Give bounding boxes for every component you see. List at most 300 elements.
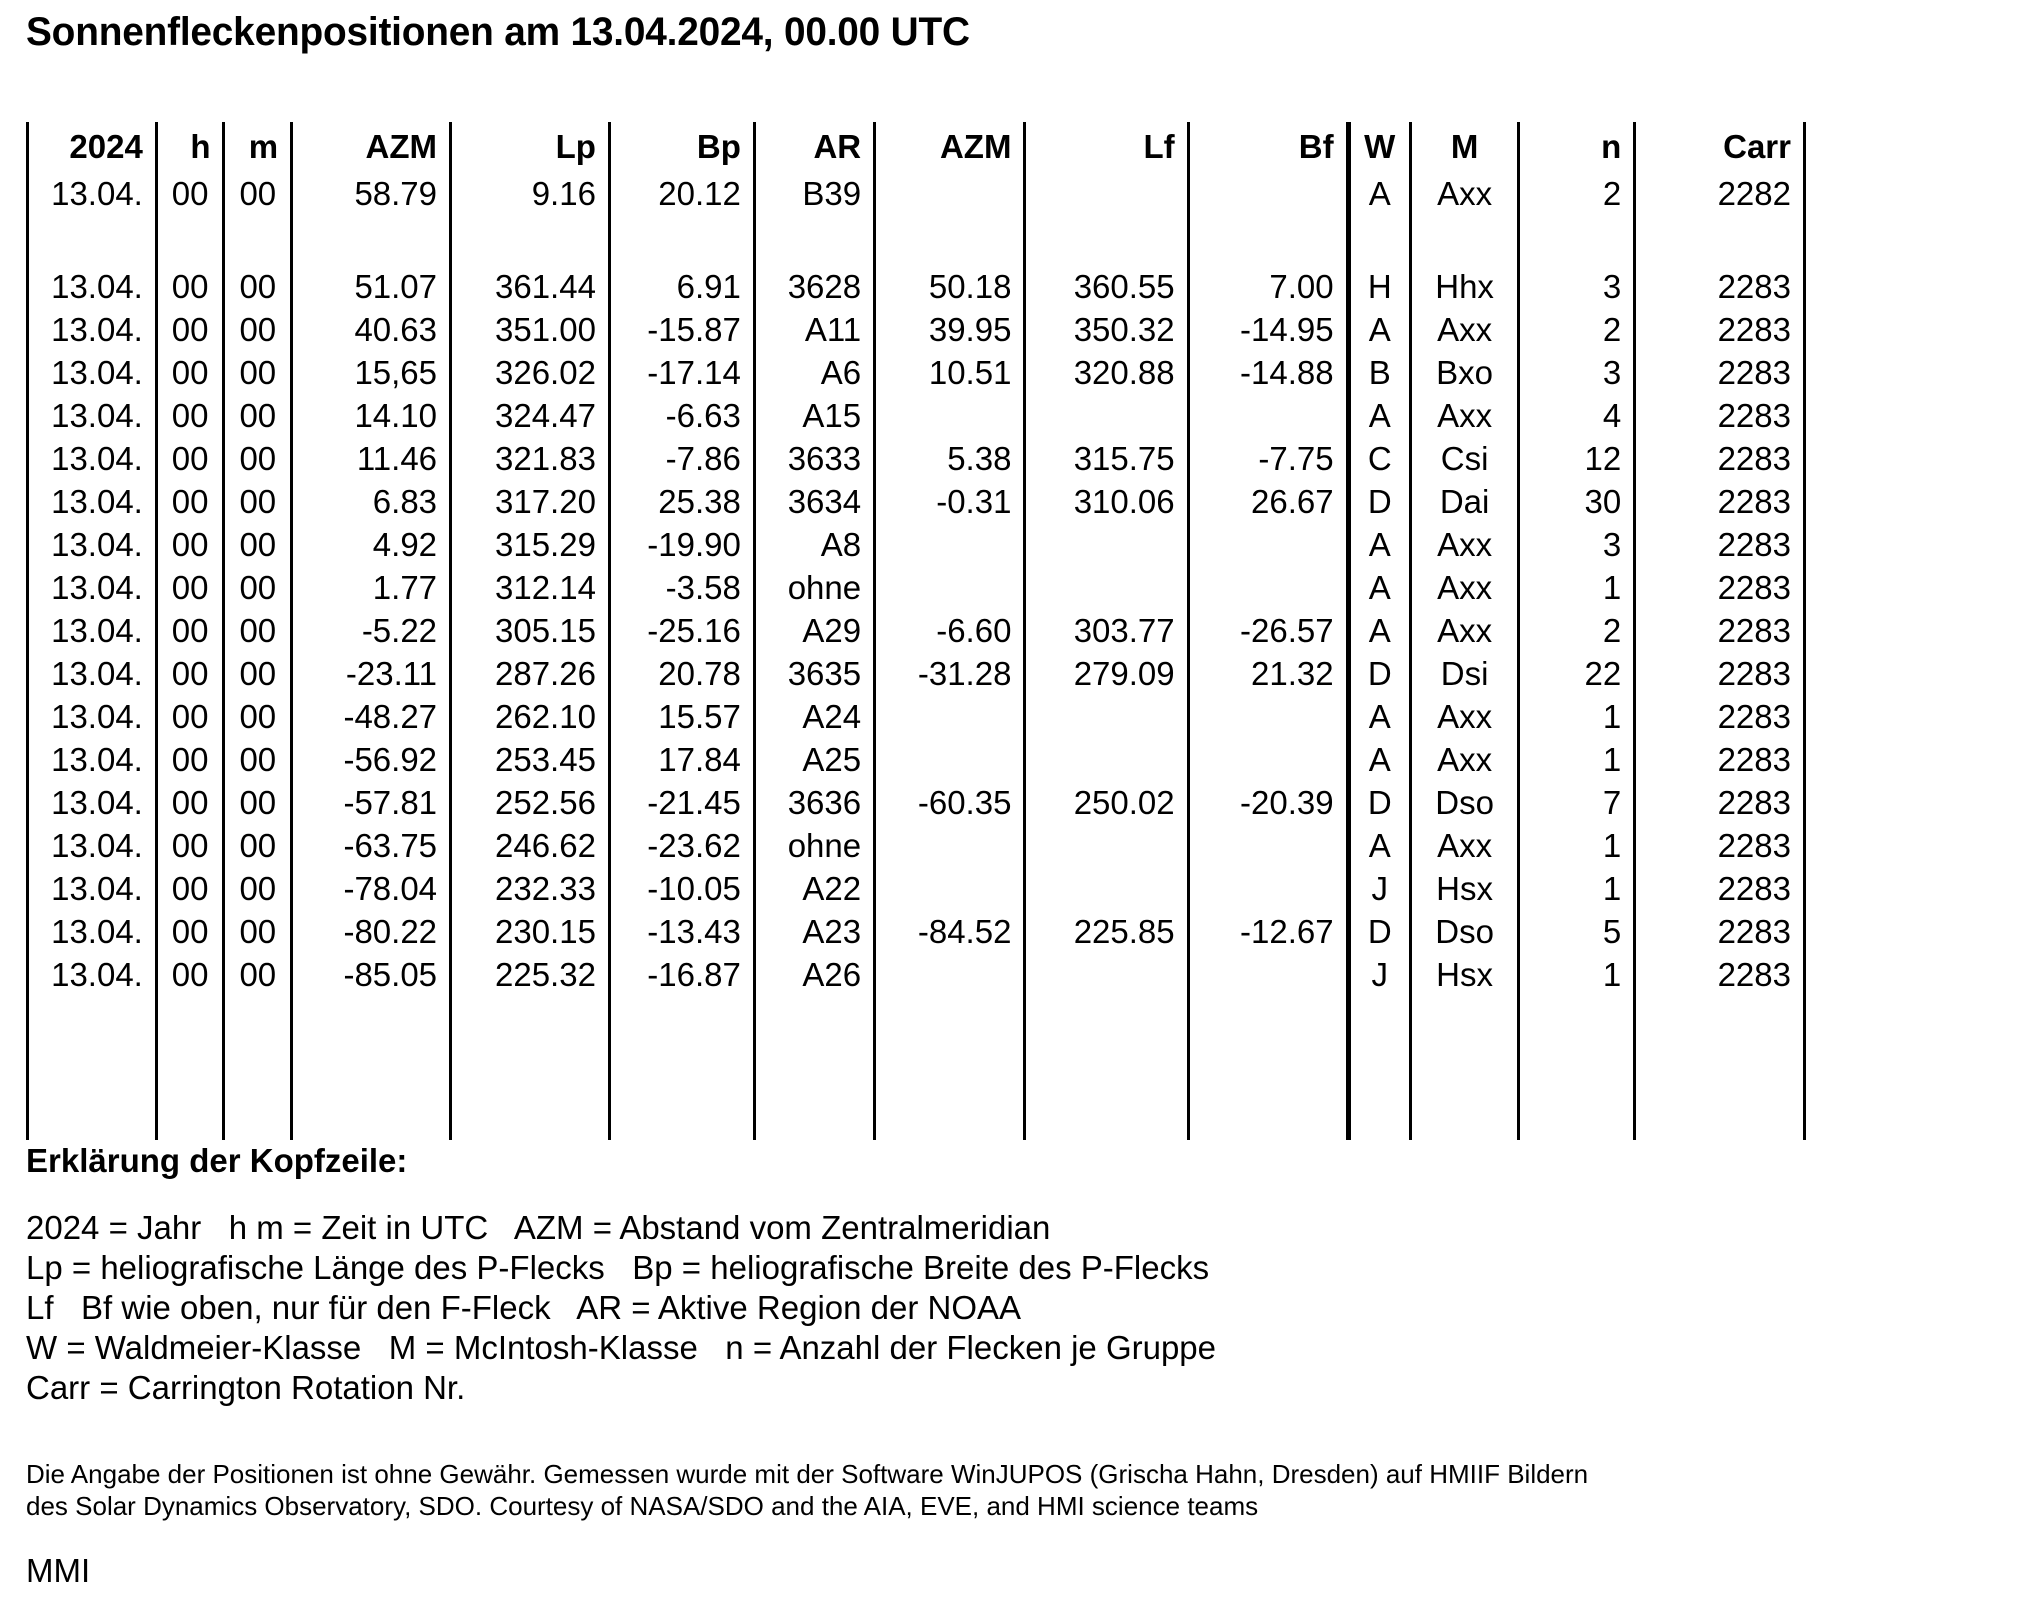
cell-empty (754, 1044, 874, 1092)
cell-empty (156, 215, 224, 265)
cell-bf: -12.67 (1188, 910, 1348, 953)
cell-hour: 00 (156, 738, 224, 781)
cell-date: 13.04. (28, 394, 157, 437)
cell-bf (1188, 523, 1348, 566)
cell-lp: 321.83 (451, 437, 610, 480)
cell-empty (1348, 215, 1410, 265)
cell-ar: A15 (754, 394, 874, 437)
cell-bp: 15.57 (609, 695, 754, 738)
explanation-line: Lp = heliografische Länge des P-Flecks Bp = heliografische Breite des P-Flecks (26, 1249, 1210, 1286)
cell-date: 13.04. (28, 781, 157, 824)
cell-hour: 00 (156, 265, 224, 308)
column-header-bf: Bf (1188, 122, 1348, 172)
column-header-azm-f: AZM (875, 122, 1025, 172)
cell-bf: 26.67 (1188, 480, 1348, 523)
cell-empty (875, 1044, 1025, 1092)
column-header-azm-p: AZM (292, 122, 451, 172)
cell-empty (224, 1092, 292, 1140)
cell-azm-f: 50.18 (875, 265, 1025, 308)
explanation-line: W = Waldmeier-Klasse M = McIntosh-Klasse n = Anzahl der Flecken je Gruppe (26, 1329, 1217, 1366)
cell-n: 1 (1519, 824, 1635, 867)
cell-empty (1410, 215, 1518, 265)
table-row (28, 781, 1805, 824)
cell-bp: 17.84 (609, 738, 754, 781)
cell-lp: 262.10 (451, 695, 610, 738)
cell-minute: 00 (224, 867, 292, 910)
table-header (28, 122, 1805, 172)
cell-date: 13.04. (28, 738, 157, 781)
sunspot-table-container (26, 122, 1806, 1132)
cell-w: A (1348, 566, 1410, 609)
explanation-text (26, 1208, 1216, 1408)
table-spacer-row (28, 215, 1805, 265)
cell-date: 13.04. (28, 609, 157, 652)
cell-n: 1 (1519, 695, 1635, 738)
cell-lf: 350.32 (1025, 308, 1188, 351)
cell-w: J (1348, 867, 1410, 910)
cell-mcintosh: Axx (1410, 308, 1518, 351)
cell-lp: 246.62 (451, 824, 610, 867)
cell-empty (1410, 996, 1518, 1044)
cell-n: 7 (1519, 781, 1635, 824)
cell-azm-p: -56.92 (292, 738, 451, 781)
cell-minute: 00 (224, 910, 292, 953)
cell-lf: 310.06 (1025, 480, 1188, 523)
table-row (28, 566, 1805, 609)
cell-azm-f (875, 172, 1025, 215)
cell-azm-p: 40.63 (292, 308, 451, 351)
cell-minute: 00 (224, 953, 292, 996)
cell-azm-p: 51.07 (292, 265, 451, 308)
cell-azm-p: 58.79 (292, 172, 451, 215)
cell-ar: 3634 (754, 480, 874, 523)
cell-lf: 279.09 (1025, 652, 1188, 695)
cell-hour: 00 (156, 480, 224, 523)
cell-azm-f (875, 523, 1025, 566)
cell-carr: 2283 (1635, 824, 1805, 867)
cell-azm-p: -57.81 (292, 781, 451, 824)
cell-bp: -17.14 (609, 351, 754, 394)
cell-n: 2 (1519, 609, 1635, 652)
cell-w: D (1348, 910, 1410, 953)
cell-empty (451, 1092, 610, 1140)
cell-w: D (1348, 480, 1410, 523)
table-row (28, 394, 1805, 437)
cell-ar: 3635 (754, 652, 874, 695)
cell-empty (1410, 1092, 1518, 1140)
table-row (28, 695, 1805, 738)
cell-minute: 00 (224, 652, 292, 695)
cell-empty (1519, 1092, 1635, 1140)
cell-minute: 00 (224, 394, 292, 437)
cell-lp: 326.02 (451, 351, 610, 394)
cell-azm-p: 14.10 (292, 394, 451, 437)
cell-lf (1025, 738, 1188, 781)
cell-carr: 2283 (1635, 738, 1805, 781)
column-header-lf: Lf (1025, 122, 1188, 172)
cell-date: 13.04. (28, 867, 157, 910)
cell-hour: 00 (156, 308, 224, 351)
cell-empty (609, 1044, 754, 1092)
cell-ar: A22 (754, 867, 874, 910)
cell-empty (224, 1044, 292, 1092)
cell-lf: 225.85 (1025, 910, 1188, 953)
cell-hour: 00 (156, 781, 224, 824)
cell-ar: A23 (754, 910, 874, 953)
cell-carr: 2283 (1635, 437, 1805, 480)
cell-bf (1188, 394, 1348, 437)
cell-empty (754, 996, 874, 1044)
cell-date: 13.04. (28, 351, 157, 394)
cell-bp: -3.58 (609, 566, 754, 609)
cell-date: 13.04. (28, 265, 157, 308)
cell-minute: 00 (224, 308, 292, 351)
cell-azm-f: -0.31 (875, 480, 1025, 523)
cell-empty (1519, 1044, 1635, 1092)
cell-minute: 00 (224, 781, 292, 824)
cell-azm-f: -60.35 (875, 781, 1025, 824)
cell-empty (292, 1092, 451, 1140)
cell-bp: -6.63 (609, 394, 754, 437)
cell-bp: -15.87 (609, 308, 754, 351)
cell-azm-f: -31.28 (875, 652, 1025, 695)
cell-date: 13.04. (28, 172, 157, 215)
cell-bf (1188, 867, 1348, 910)
cell-hour: 00 (156, 695, 224, 738)
cell-bf (1188, 566, 1348, 609)
cell-minute: 00 (224, 351, 292, 394)
table-empty-row (28, 996, 1805, 1044)
cell-empty (1410, 1044, 1518, 1092)
table-row (28, 265, 1805, 308)
sunspot-table (26, 122, 1806, 1140)
cell-azm-f: 10.51 (875, 351, 1025, 394)
cell-carr: 2283 (1635, 953, 1805, 996)
cell-minute: 00 (224, 609, 292, 652)
cell-lp: 9.16 (451, 172, 610, 215)
cell-n: 3 (1519, 265, 1635, 308)
cell-lp: 287.26 (451, 652, 610, 695)
cell-empty (609, 996, 754, 1044)
cell-carr: 2283 (1635, 566, 1805, 609)
cell-hour: 00 (156, 566, 224, 609)
cell-empty (1025, 1044, 1188, 1092)
cell-empty (1635, 1044, 1805, 1092)
cell-azm-p: -5.22 (292, 609, 451, 652)
cell-empty (1188, 215, 1348, 265)
cell-empty (1348, 996, 1410, 1044)
cell-empty (1635, 215, 1805, 265)
cell-carr: 2283 (1635, 695, 1805, 738)
cell-w: D (1348, 652, 1410, 695)
cell-n: 3 (1519, 351, 1635, 394)
cell-minute: 00 (224, 265, 292, 308)
cell-mcintosh: Axx (1410, 523, 1518, 566)
cell-n: 1 (1519, 566, 1635, 609)
cell-azm-f (875, 394, 1025, 437)
cell-lf (1025, 867, 1188, 910)
cell-mcintosh: Dsi (1410, 652, 1518, 695)
cell-carr: 2283 (1635, 351, 1805, 394)
cell-n: 1 (1519, 738, 1635, 781)
cell-n: 1 (1519, 953, 1635, 996)
cell-lf: 360.55 (1025, 265, 1188, 308)
cell-minute: 00 (224, 172, 292, 215)
cell-empty (28, 1092, 157, 1140)
cell-ar: A11 (754, 308, 874, 351)
column-header-carr: Carr (1635, 122, 1805, 172)
cell-w: H (1348, 265, 1410, 308)
cell-azm-f (875, 738, 1025, 781)
column-header-bp: Bp (609, 122, 754, 172)
cell-mcintosh: Dai (1410, 480, 1518, 523)
cell-lp: 252.56 (451, 781, 610, 824)
cell-n: 22 (1519, 652, 1635, 695)
cell-azm-f: 5.38 (875, 437, 1025, 480)
cell-hour: 00 (156, 609, 224, 652)
cell-empty (609, 215, 754, 265)
cell-empty (875, 215, 1025, 265)
cell-empty (156, 1092, 224, 1140)
cell-bf (1188, 695, 1348, 738)
cell-mcintosh: Axx (1410, 609, 1518, 652)
cell-bp: -25.16 (609, 609, 754, 652)
cell-w: B (1348, 351, 1410, 394)
cell-empty (224, 215, 292, 265)
cell-bf: -20.39 (1188, 781, 1348, 824)
cell-lf (1025, 566, 1188, 609)
explanation-line: Carr = Carrington Rotation Nr. (26, 1369, 466, 1406)
table-empty-row (28, 1044, 1805, 1092)
cell-azm-p: -23.11 (292, 652, 451, 695)
cell-bf (1188, 172, 1348, 215)
cell-ar: 3633 (754, 437, 874, 480)
cell-empty (451, 996, 610, 1044)
cell-ar: A26 (754, 953, 874, 996)
cell-lf (1025, 953, 1188, 996)
table-row (28, 480, 1805, 523)
cell-empty (609, 1092, 754, 1140)
cell-date: 13.04. (28, 480, 157, 523)
cell-bp: -16.87 (609, 953, 754, 996)
cell-azm-p: 11.46 (292, 437, 451, 480)
cell-azm-p: -48.27 (292, 695, 451, 738)
cell-carr: 2283 (1635, 867, 1805, 910)
cell-carr: 2283 (1635, 523, 1805, 566)
cell-mcintosh: Axx (1410, 695, 1518, 738)
cell-azm-p: -63.75 (292, 824, 451, 867)
cell-bp: 25.38 (609, 480, 754, 523)
cell-empty (875, 1092, 1025, 1140)
cell-bp: 6.91 (609, 265, 754, 308)
cell-azm-f: -84.52 (875, 910, 1025, 953)
cell-n: 1 (1519, 867, 1635, 910)
cell-hour: 00 (156, 652, 224, 695)
cell-empty (754, 1092, 874, 1140)
cell-n: 5 (1519, 910, 1635, 953)
cell-mcintosh: Hhx (1410, 265, 1518, 308)
cell-mcintosh: Axx (1410, 566, 1518, 609)
page-title: Sonnenfleckenpositionen am 13.04.2024, 00.00 UTC (26, 10, 970, 54)
column-header-minute: m (224, 122, 292, 172)
cell-hour: 00 (156, 172, 224, 215)
cell-lf: 320.88 (1025, 351, 1188, 394)
cell-empty (1635, 996, 1805, 1044)
cell-w: A (1348, 308, 1410, 351)
cell-lp: 317.20 (451, 480, 610, 523)
cell-empty (224, 996, 292, 1044)
disclaimer-line: des Solar Dynamics Observatory, SDO. Courtesy of NASA/SDO and the AIA, EVE, and HMI science teams (26, 1491, 1259, 1521)
cell-empty (1635, 1092, 1805, 1140)
cell-bp: 20.12 (609, 172, 754, 215)
table-row (28, 351, 1805, 394)
cell-date: 13.04. (28, 910, 157, 953)
table-empty-row (28, 1092, 1805, 1140)
cell-hour: 00 (156, 910, 224, 953)
cell-empty (1188, 1044, 1348, 1092)
cell-minute: 00 (224, 824, 292, 867)
cell-hour: 00 (156, 953, 224, 996)
cell-lp: 225.32 (451, 953, 610, 996)
cell-minute: 00 (224, 738, 292, 781)
cell-azm-f (875, 824, 1025, 867)
cell-azm-p: 15,65 (292, 351, 451, 394)
cell-hour: 00 (156, 351, 224, 394)
cell-date: 13.04. (28, 953, 157, 996)
cell-lf: 250.02 (1025, 781, 1188, 824)
cell-w: A (1348, 394, 1410, 437)
cell-carr: 2283 (1635, 265, 1805, 308)
cell-hour: 00 (156, 867, 224, 910)
cell-ar: 3628 (754, 265, 874, 308)
cell-lf (1025, 523, 1188, 566)
table-row (28, 609, 1805, 652)
cell-n: 2 (1519, 308, 1635, 351)
cell-minute: 00 (224, 523, 292, 566)
cell-hour: 00 (156, 394, 224, 437)
cell-bp: -21.45 (609, 781, 754, 824)
cell-empty (875, 996, 1025, 1044)
cell-azm-f (875, 867, 1025, 910)
cell-bp: -10.05 (609, 867, 754, 910)
cell-bf (1188, 824, 1348, 867)
cell-azm-p: -80.22 (292, 910, 451, 953)
cell-lf: 315.75 (1025, 437, 1188, 480)
cell-empty (1025, 215, 1188, 265)
cell-lf: 303.77 (1025, 609, 1188, 652)
cell-bp: -7.86 (609, 437, 754, 480)
cell-azm-p: -85.05 (292, 953, 451, 996)
cell-azm-p: 1.77 (292, 566, 451, 609)
cell-bf (1188, 738, 1348, 781)
cell-w: A (1348, 172, 1410, 215)
cell-ar: ohne (754, 566, 874, 609)
cell-date: 13.04. (28, 566, 157, 609)
cell-mcintosh: Bxo (1410, 351, 1518, 394)
cell-lp: 351.00 (451, 308, 610, 351)
table-row (28, 437, 1805, 480)
cell-date: 13.04. (28, 824, 157, 867)
cell-w: A (1348, 824, 1410, 867)
column-header-lp: Lp (451, 122, 610, 172)
cell-mcintosh: Axx (1410, 172, 1518, 215)
cell-ar: A25 (754, 738, 874, 781)
cell-n: 12 (1519, 437, 1635, 480)
cell-lf (1025, 394, 1188, 437)
cell-empty (28, 996, 157, 1044)
table-row (28, 738, 1805, 781)
table-row (28, 523, 1805, 566)
cell-n: 3 (1519, 523, 1635, 566)
cell-carr: 2283 (1635, 609, 1805, 652)
cell-minute: 00 (224, 566, 292, 609)
column-header-w: W (1348, 122, 1410, 172)
cell-lf (1025, 824, 1188, 867)
cell-w: D (1348, 781, 1410, 824)
cell-bp: -23.62 (609, 824, 754, 867)
cell-empty (1348, 1044, 1410, 1092)
cell-ar: 3636 (754, 781, 874, 824)
cell-ar: B39 (754, 172, 874, 215)
cell-mcintosh: Csi (1410, 437, 1518, 480)
cell-minute: 00 (224, 695, 292, 738)
cell-lp: 315.29 (451, 523, 610, 566)
cell-w: A (1348, 738, 1410, 781)
table-row (28, 308, 1805, 351)
cell-empty (156, 1044, 224, 1092)
cell-lp: 361.44 (451, 265, 610, 308)
cell-w: A (1348, 609, 1410, 652)
cell-carr: 2283 (1635, 652, 1805, 695)
explanation-line: Lf Bf wie oben, nur für den F-Fleck AR = Aktive Region der NOAA (26, 1289, 1022, 1326)
explanation-heading: Erklärung der Kopfzeile: (26, 1142, 408, 1179)
table-row (28, 910, 1805, 953)
disclaimer-line: Die Angabe der Positionen ist ohne Gewähr. Gemessen wurde mit der Software WinJUPOS (Grischa Hahn, Dresden) auf HMIIF Bildern (26, 1459, 1589, 1489)
cell-lp: 232.33 (451, 867, 610, 910)
cell-bf: -7.75 (1188, 437, 1348, 480)
cell-empty (1519, 996, 1635, 1044)
disclaimer-text (26, 1458, 2036, 1522)
cell-empty (292, 996, 451, 1044)
cell-empty (292, 215, 451, 265)
table-row (28, 824, 1805, 867)
cell-empty (1519, 215, 1635, 265)
cell-mcintosh: Axx (1410, 738, 1518, 781)
cell-n: 30 (1519, 480, 1635, 523)
cell-lp: 324.47 (451, 394, 610, 437)
cell-lp: 312.14 (451, 566, 610, 609)
column-header-hour: h (156, 122, 224, 172)
cell-w: A (1348, 695, 1410, 738)
explanation-line: 2024 = Jahr h m = Zeit in UTC AZM = Abstand vom Zentralmeridian (26, 1209, 1051, 1246)
cell-ar: A24 (754, 695, 874, 738)
cell-date: 13.04. (28, 523, 157, 566)
column-header-n: n (1519, 122, 1635, 172)
table-header-row (28, 122, 1805, 172)
cell-bf: 7.00 (1188, 265, 1348, 308)
cell-date: 13.04. (28, 437, 157, 480)
cell-date: 13.04. (28, 308, 157, 351)
cell-ar: A6 (754, 351, 874, 394)
table-row (28, 867, 1805, 910)
cell-azm-p: -78.04 (292, 867, 451, 910)
cell-bp: -19.90 (609, 523, 754, 566)
cell-bf: -26.57 (1188, 609, 1348, 652)
cell-empty (28, 215, 157, 265)
cell-bp: 20.78 (609, 652, 754, 695)
cell-carr: 2283 (1635, 394, 1805, 437)
column-header-mcintosh: M (1410, 122, 1518, 172)
